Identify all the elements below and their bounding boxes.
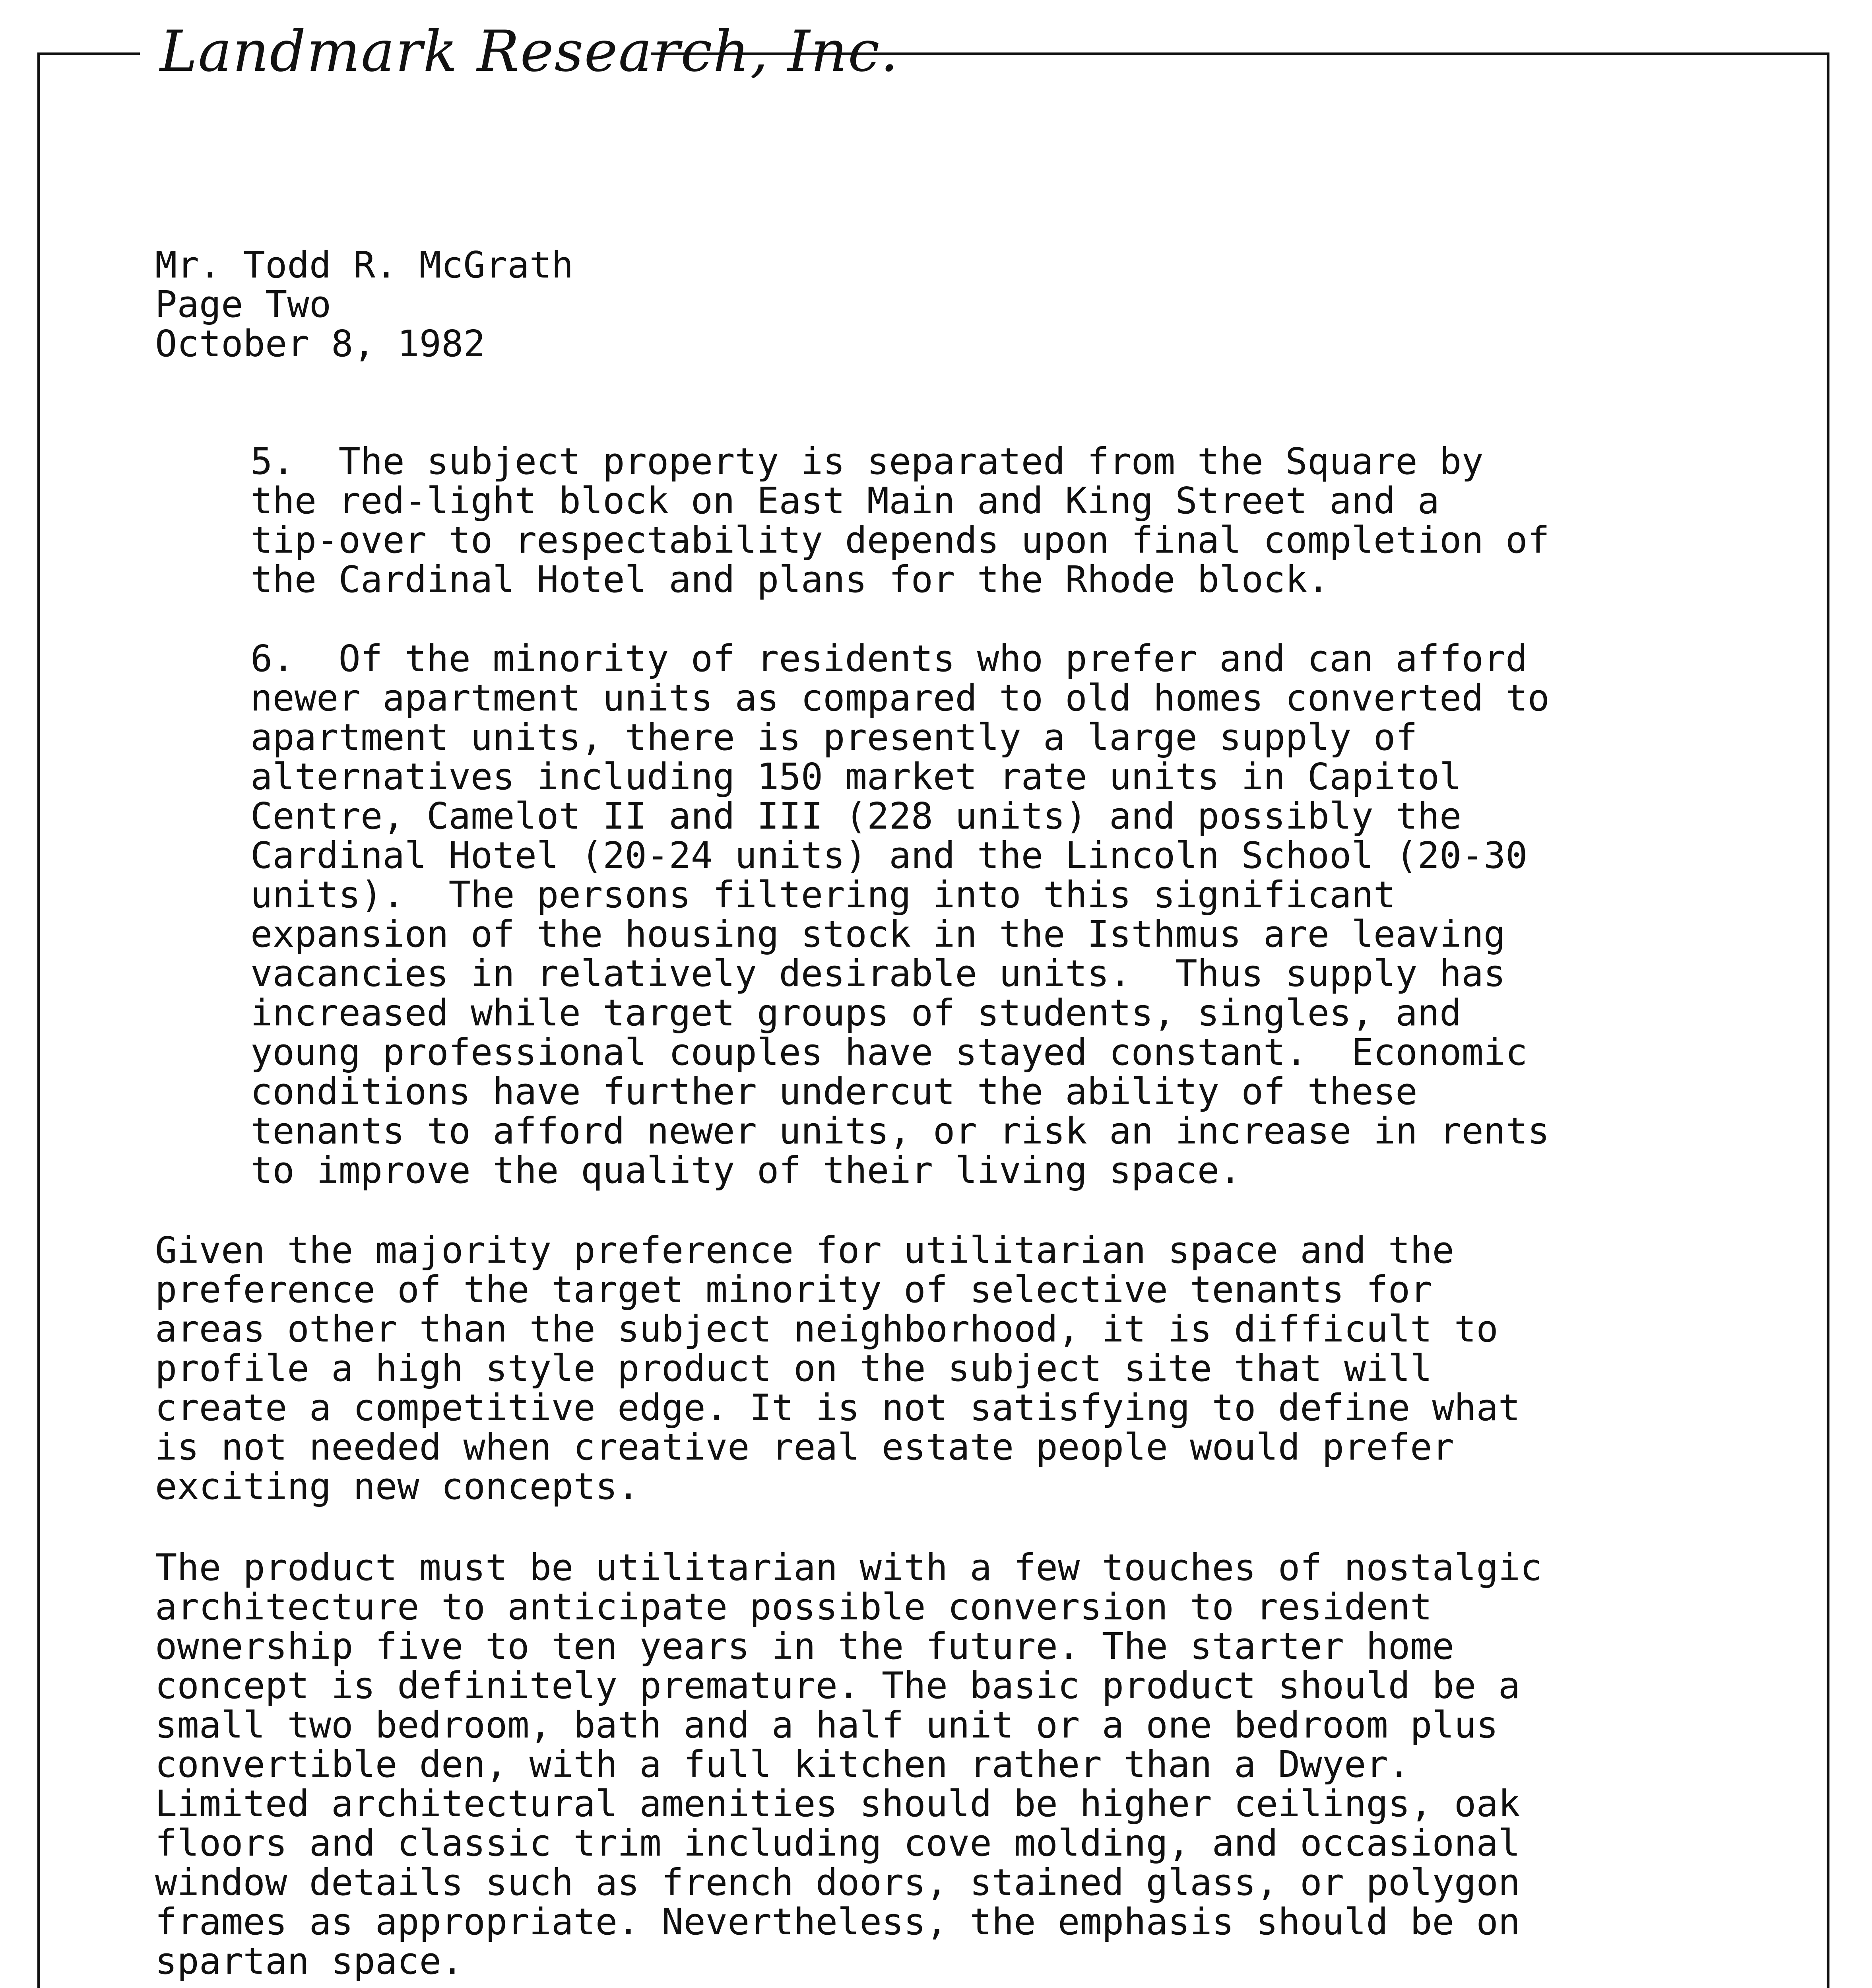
paragraph-line: architecture to anticipate possible conversion to resident [155, 1586, 1432, 1628]
item-6-line: units). The persons filtering into this significant [250, 874, 1396, 916]
paragraph-line: spartan space. [155, 1940, 464, 1982]
paragraph-line: frames as appropriate. Nevertheless, the emphasis should be on [155, 1901, 1521, 1943]
item-6-line: 6. Of the minority of residents who prefer and can afford [250, 637, 1528, 680]
item-6-line: alternatives including 150 market rate units in Capitol [250, 755, 1462, 798]
page-line: Page Two [155, 283, 332, 326]
paragraph-line: Limited architectural amenities should be higher ceilings, oak [155, 1782, 1521, 1825]
paragraph-line: small two bedroom, bath and a half unit or a one bedroom plus [155, 1704, 1498, 1746]
paragraph-line: floors and classic trim including cove molding, and occasional [155, 1822, 1521, 1864]
item-6-line: increased while target groups of students, singles, and [250, 992, 1462, 1034]
paragraph-line: areas other than the subject neighborhood, it is difficult to [155, 1308, 1498, 1350]
paragraph-line: profile a high style product on the subject site that will [155, 1347, 1432, 1390]
item-5-line: tip-over to respectability depends upon final completion of [250, 519, 1550, 561]
paragraph-line: window details such as french doors, stained glass, or polygon [155, 1861, 1521, 1904]
item-6-line: Centre, Camelot II and III (228 units) and possibly the [250, 795, 1462, 837]
item-6-line: tenants to afford newer units, or risk an increase in rents [250, 1110, 1550, 1152]
item-6-line: to improve the quality of their living space. [250, 1149, 1242, 1192]
item-6-line: newer apartment units as compared to old homes converted to [250, 677, 1550, 719]
date-line: October 8, 1982 [155, 322, 485, 365]
item-5-line: the red-light block on East Main and King Street and a [250, 480, 1439, 522]
paragraph-line: is not needed when creative real estate people would prefer [155, 1426, 1454, 1468]
paragraph-line: create a competitive edge. It is not satisfying to define what [155, 1386, 1521, 1429]
item-6-line: expansion of the housing stock in the Isthmus are leaving [250, 913, 1506, 955]
paragraph-line: convertible den, with a full kitchen rather than a Dwyer. [155, 1743, 1410, 1786]
item-6-line: young professional couples have stayed constant. Economic [250, 1031, 1528, 1074]
recipient-line: Mr. Todd R. McGrath [155, 244, 574, 286]
item-5-line: 5. The subject property is separated from the Square by [250, 440, 1484, 483]
paragraph-line: concept is definitely premature. The basic product should be a [155, 1664, 1521, 1707]
frame-top-rule-left [37, 52, 140, 55]
letterhead: Landmark Research, Inc. [160, 19, 899, 84]
paragraph-line: Given the majority preference for utilitarian space and the [155, 1229, 1454, 1272]
paragraph-line: The product must be utilitarian with a few touches of nostalgic [155, 1546, 1542, 1589]
paragraph-line: preference of the target minority of selective tenants for [155, 1268, 1432, 1311]
item-5-line: the Cardinal Hotel and plans for the Rhode block. [250, 558, 1330, 601]
item-6-line: vacancies in relatively desirable units. Thus supply has [250, 952, 1506, 995]
item-6-line: Cardinal Hotel (20-24 units) and the Lincoln School (20-30 [250, 834, 1528, 877]
paragraph-line: ownership five to ten years in the future. The starter home [155, 1625, 1454, 1668]
item-6-line: apartment units, there is presently a large supply of [250, 716, 1418, 759]
paragraph-line: exciting new concepts. [155, 1465, 640, 1508]
item-6-line: conditions have further undercut the ability of these [250, 1070, 1418, 1113]
